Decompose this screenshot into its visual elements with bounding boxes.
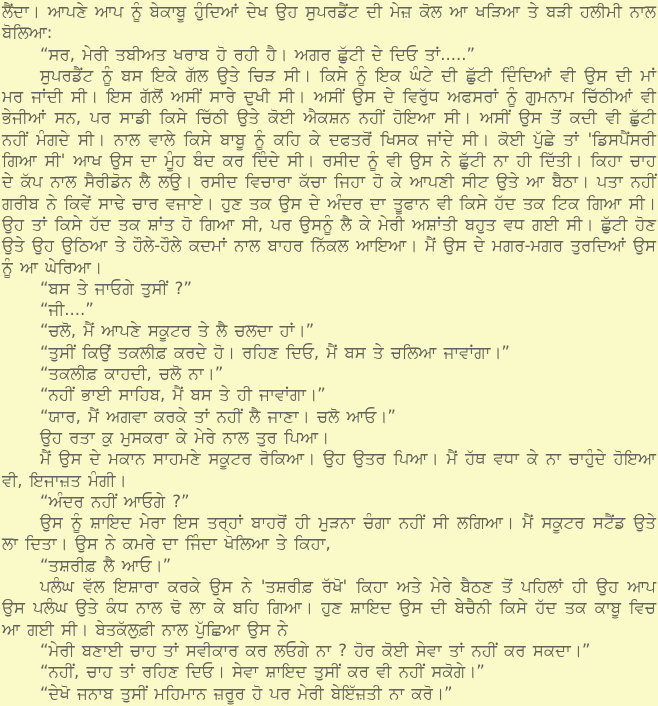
- dialog-line: “ਯਾਰ, ਮੈਂ ਅਗਵਾ ਕਰਕੇ ਤਾਂ ਨਹੀਂ ਲੈ ਜਾਣਾ। ਚਲੋ ਆਓ।”: [40, 406, 396, 426]
- dialog-line: “ਨਹੀਂ, ਚਾਹ ਤਾਂ ਰਹਿਣ ਦਿਓ। ਸੇਵਾ ਸ਼ਾਇਦ ਤੁਸੀਂ ਕਰ ਵੀ ਨਹੀਂ ਸਕੋਗੇ।”: [40, 662, 485, 682]
- dialog-line: “ਚਲੋ, ਮੈਂ ਆਪਣੇ ਸਕੂਟਰ ਤੇ ਲੈ ਚਲਦਾ ਹਾਂ।”: [40, 321, 315, 341]
- text-paragraph: ਲੈਂਦਾ। ਆਪਣੇ ਆਪ ਨੂੰ ਬੇਕਾਬੂ ਹੁੰਦਿਆਂ ਦੇਖ ਉਹ ਸੁਪਰਡੈਂਟ ਦੀ ਮੇਜ਼ ਕੋਲ ਆ ਖੜਿਆ ਤੇ ਬੜੀ ਹਲੀਮੀ ਨਾਲ ਬੋਲਿਆ:: [2, 2, 656, 43]
- dialog-line: “ਤੁਸੀਂ ਕਿਉਂ ਤਕਲੀਫ਼ ਕਰਦੇ ਹੋ। ਰਹਿਣ ਦਿਓ, ਮੈਂ ਬਸ ਤੇ ਚਲਿਆ ਜਾਵਾਂਗਾ।”: [40, 342, 510, 362]
- text-paragraph: ਉਸ ਨੂੰ ਸ਼ਾਇਦ ਮੇਰਾ ਇਸ ਤਰ੍ਹਾਂ ਬਾਹਰੋਂ ਹੀ ਮੁੜਨਾ ਚੰਗਾ ਨਹੀਂ ਸੀ ਲਗਿਆ। ਮੈਂ ਸਕੂਟਰ ਸਟੈਂਡ ਉਤੇ ਲਾ ਦਿਤਾ। ਉਸ ਨੇ ਕਮਰੇ ਦਾ ਜਿੰਦਾ ਖੋਲਿਆ ਤੇ ਕਿਹਾ,: [2, 513, 656, 554]
- dialog-line: “ਬਸ ਤੇ ਜਾਓਗੇ ਤੁਸੀਂ ?”: [40, 278, 192, 298]
- text-paragraph: ਉਹ ਰਤਾ ਕੁ ਮੁਸਕਰਾ ਕੇ ਮੇਰੇ ਨਾਲ ਤੁਰ ਪਿਆ।: [40, 427, 330, 447]
- text-paragraph: ਸੁਪਰਡੈਂਟ ਨੂੰ ਬਸ ਇਕੇ ਗੱਲ ਉਤੇ ਚਿੜ ਸੀ। ਕਿਸੇ ਨੂੰ ਇਕ ਘੰਟੇ ਦੀ ਛੁੱਟੀ ਦਿੰਦਿਆਂ ਵੀ ਉਸ ਦੀ ਮਾਂ ਮਰ ਜਾਂਦੀ ਸੀ। ਇਸ ਗੱਲੋਂ ਅਸੀਂ ਸਾਰੇ ਦੁਖੀ ਸੀ। ਅਸੀਂ ਉਸ ਦੇ ਵਿਰੁੱਧ ਅਫਸਰਾਂ ਨੂੰ ਗੁਮਨਾਮ ਚਿੱਠੀਆਂ ਵੀ ਭੇਜੀਆਂ ਸਨ, ਪਰ ਸਾਡੀ ਕਿਸੇ ਚਿੱਠੀ ਉਤੇ ਕੋਈ ਐਕਸ਼ਨ ਨਹੀਂ ਹੋਇਆ ਸੀ। ਅਸੀਂ ਉਸ ਤੋਂ ਕਦੀ ਵੀ ਛੁੱਟੀ ਨਹੀਂ ਮੰਗਦੇ ਸੀ। ਨਾਲ ਵਾਲੇ ਕਿਸੇ ਬਾਬੂ ਨੂੰ ਕਹਿ ਕੇ ਦਫਤਰੋਂ ਖਿਸਕ ਜਾਂਦੇ ਸੀ। ਕੋਈ ਪੁੱਛੇ ਤਾਂ 'ਡਿਸਪੈਂਸਰੀ ਗਿਆ ਸੀ' ਆਖ ਉਸ ਦਾ ਮੂੰਹ ਬੰਦ ਕਰ ਦਿੰਦੇ ਸੀ। ਰਸੀਦ ਨੂੰ ਵੀ ਉਸ ਨੇ ਛੁੱਟੀ ਨਾ ਹੀ ਦਿੱਤੀ। ਕਿਹਾ ਚਾਹ ਦੇ ਕੱਪ ਨਾਲ ਸੈਰੀਡੋਨ ਲੈ ਲਉ। ਰਸੀਦ ਵਿਚਾਰਾ ਕੱਚਾ ਜਿਹਾ ਹੋ ਕੇ ਆਪਣੀ ਸੀਟ ਉਤੇ ਆ ਬੈਠਾ। ਪਤਾ ਨਹੀਂ ਗਰੀਬ ਨੇ ਕਿਵੇਂ ਸਾਢੇ ਚਾਰ ਵਜਾਏ। ਹੁਣ ਤਕ ਉਸ ਦੇ ਅੰਦਰ ਦਾ ਤੂਫਾਨ ਵੀ ਕਿਸੇ ਹੱਦ ਤਕ ਟਿਕ ਗਿਆ ਸੀ। ਉਹ ਤਾਂ ਕਿਸੇ ਹੱਦ ਤਕ ਸ਼ਾਂਤ ਹੋ ਗਿਆ ਸੀ, ਪਰ ਉਸਨੂੰ ਲੈ ਕੇ ਮੇਰੀ ਅਸ਼ਾਂਤੀ ਬਹੁਤ ਵਧ ਗਈ ਸੀ। ਛੁੱਟੀ ਹੋਣ ਉਤੇ ਉਹ ਉਠਿਆ ਤੇ ਹੌਲੇ-ਹੌਲੇ ਕਦਮਾਂ ਨਾਲ ਬਾਹਰ ਨਿੱਕਲ ਆਇਆ। ਮੈਂ ਉਸ ਦੇ ਮਗਰ-ਮਗਰ ਤੁਰਦਿਆਂ ਉਸ ਨੂੰ ਆ ਘੇਰਿਆ।: [2, 65, 656, 277]
- dialog-line: “ਤਸ਼ਰੀਫ਼ ਲੈ ਆਓ।”: [40, 555, 172, 575]
- dialog-line: “ਮੇਰੀ ਬਣਾਈ ਚਾਹ ਤਾਂ ਸਵੀਕਾਰ ਕਰ ਲਓਗੇ ਨਾ ? ਹੋਰ ਕੋਈ ਸੇਵਾ ਤਾਂ ਨਹੀਂ ਕਰ ਸਕਦਾ।”: [40, 640, 591, 660]
- dialog-line: “ਦੇਖੋ ਜਨਾਬ ਤੁਸੀਂ ਮਹਿਮਾਨ ਜ਼ਰੂਰ ਹੋ ਪਰ ਮੇਰੀ ਬੇਇੱਜ਼ਤੀ ਨਾ ਕਰੋ।”: [40, 683, 453, 703]
- dialog-line: “ਸਰ, ਮੇਰੀ ਤਬੀਅਤ ਖਰਾਬ ਹੋ ਰਹੀ ਹੈ। ਅਗਰ ਛੁੱਟੀ ਦੇ ਦਿਓ ਤਾਂ.....”: [40, 44, 475, 64]
- dialog-line: “ਨਹੀਂ ਭਾਈ ਸਾਹਿਬ, ਮੈਂ ਬਸ ਤੇ ਹੀ ਜਾਵਾਂਗਾ।”: [40, 385, 326, 405]
- text-paragraph: ਮੈਂ ਉਸ ਦੇ ਮਕਾਨ ਸਾਹਮਣੇ ਸਕੂਟਰ ਰੋਕਿਆ। ਉਹ ਉਤਰ ਪਿਆ। ਮੈਂ ਹੱਥ ਵਧਾ ਕੇ ਨਾ ਚਾਹੁੰਦੇ ਹੋਇਆ ਵੀ, ਇਜਾਜ਼ਤ ਮੰਗੀ।: [2, 449, 656, 490]
- dialog-line: “ਜੀ....”: [40, 300, 94, 320]
- dialog-line: “ਅੰਦਰ ਨਹੀਂ ਆਓਗੇ ?”: [40, 491, 190, 511]
- text-paragraph: ਪਲੰਘ ਵੱਲ ਇਸ਼ਾਰਾ ਕਰਕੇ ਉਸ ਨੇ 'ਤਸ਼ਰੀਫ਼ ਰੱਖੋ' ਕਿਹਾ ਅਤੇ ਮੇਰੇ ਬੈਠਣ ਤੋਂ ਪਹਿਲਾਂ ਹੀ ਉਹ ਆਪ ਉਸ ਪਲੰਘ ਉਤੇ ਕੰਧ ਨਾਲ ਢੋ ਲਾ ਕੇ ਬਹਿ ਗਿਆ। ਹੁਣ ਸ਼ਾਇਦ ਉਸ ਦੀ ਬੇਚੈਨੀ ਕਿਸੇ ਹੱਦ ਤਕ ਕਾਬੂ ਵਿਚ ਆ ਗਈ ਸੀ। ਬੇਤਕੱਲੁਫ਼ੀ ਨਾਲ ਪੁੱਛਿਆ ਉਸ ਨੇ: [2, 577, 656, 639]
- dialog-line: “ਤਕਲੀਫ਼ ਕਾਹਦੀ, ਚਲੋ ਨਾ।”: [40, 364, 224, 384]
